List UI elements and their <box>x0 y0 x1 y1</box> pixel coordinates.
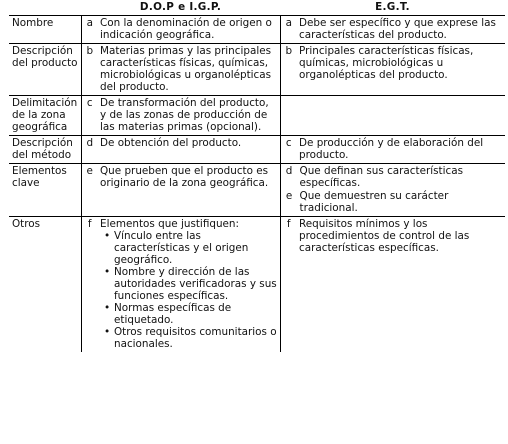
dop-letter: c <box>81 96 98 136</box>
table-row <box>9 164 505 217</box>
egt-header: E.G.T. <box>280 0 505 16</box>
criterion-cell: Otros <box>9 217 81 353</box>
egt-subitem <box>281 165 504 189</box>
dop-list-intro: Elementos que justifiquen: <box>100 218 240 230</box>
list-item: • Nombre y dirección de las autoridades verificadoras y sus funciones específicas. <box>114 266 278 302</box>
bullet-list <box>100 230 278 350</box>
criterion-cell: Delimitación de la zona geográfica <box>9 96 81 136</box>
dop-letter: a <box>81 16 98 44</box>
egt-text: Que demuestren su carácter tradicional. <box>299 190 449 214</box>
dop-text: Que prueben que el producto es originario de la zona geográfica. <box>98 164 280 217</box>
egt-multi-cell <box>280 164 505 217</box>
table-row <box>9 136 505 164</box>
table-row <box>9 217 505 353</box>
table-row <box>9 96 505 136</box>
dop-header: D.O.P e I.G.P. <box>81 0 280 16</box>
criterion-header <box>9 0 81 16</box>
egt-text: Requisitos mínimos y los procedimientos de control de las características específicas. <box>299 218 470 254</box>
criterion-cell: Descripción del método <box>9 136 81 164</box>
dop-letter: d <box>81 136 98 164</box>
list-item: • Normas específicas de etiquetado. <box>114 302 278 326</box>
dop-letter: e <box>81 164 98 217</box>
egt-text: De producción y de elaboración del producto. <box>297 136 505 164</box>
criterion-cell: Descripción del producto <box>9 44 81 96</box>
table-row <box>9 44 505 96</box>
list-item: • Otros requisitos comunitarios o nacionales. <box>114 326 278 350</box>
dop-text: Con la denominación de origen o indicación geográfica. <box>98 16 280 44</box>
egt-subitem <box>281 190 504 214</box>
list-item: • Vínculo entre las características y el origen geográfico. <box>114 230 278 266</box>
egt-text: Que definan sus características específicas. <box>299 165 463 189</box>
egt-letter: d <box>285 165 293 177</box>
egt-letter-empty <box>280 96 297 136</box>
dop-letter: f <box>87 218 92 230</box>
dop-text: De transformación del producto, y de las zonas de producción de las materias primas (opcional). <box>98 96 280 136</box>
comparison-table <box>9 0 505 352</box>
egt-text-empty <box>297 96 505 136</box>
dop-letter: b <box>81 44 98 96</box>
dop-text-with-list <box>98 217 280 353</box>
dop-text: De obtención del producto. <box>98 136 280 164</box>
criterion-cell: Elementos clave <box>9 164 81 217</box>
header-row <box>9 0 505 16</box>
dop-text: Materias primas y las principales características físicas, químicas, microbiológicas u organolépticas del producto. <box>98 44 280 96</box>
egt-letter: b <box>280 44 297 96</box>
criterion-cell: Nombre <box>9 16 81 44</box>
egt-text: Principales características físicas, químicas, microbiológicas u organolépticas del producto. <box>297 44 505 96</box>
egt-letter: f <box>286 218 291 230</box>
egt-letter: c <box>280 136 297 164</box>
table-row <box>9 16 505 44</box>
egt-letter: a <box>280 16 297 44</box>
egt-text: Debe ser específico y que exprese las características del producto. <box>297 16 505 44</box>
egt-letter: e <box>285 190 293 202</box>
